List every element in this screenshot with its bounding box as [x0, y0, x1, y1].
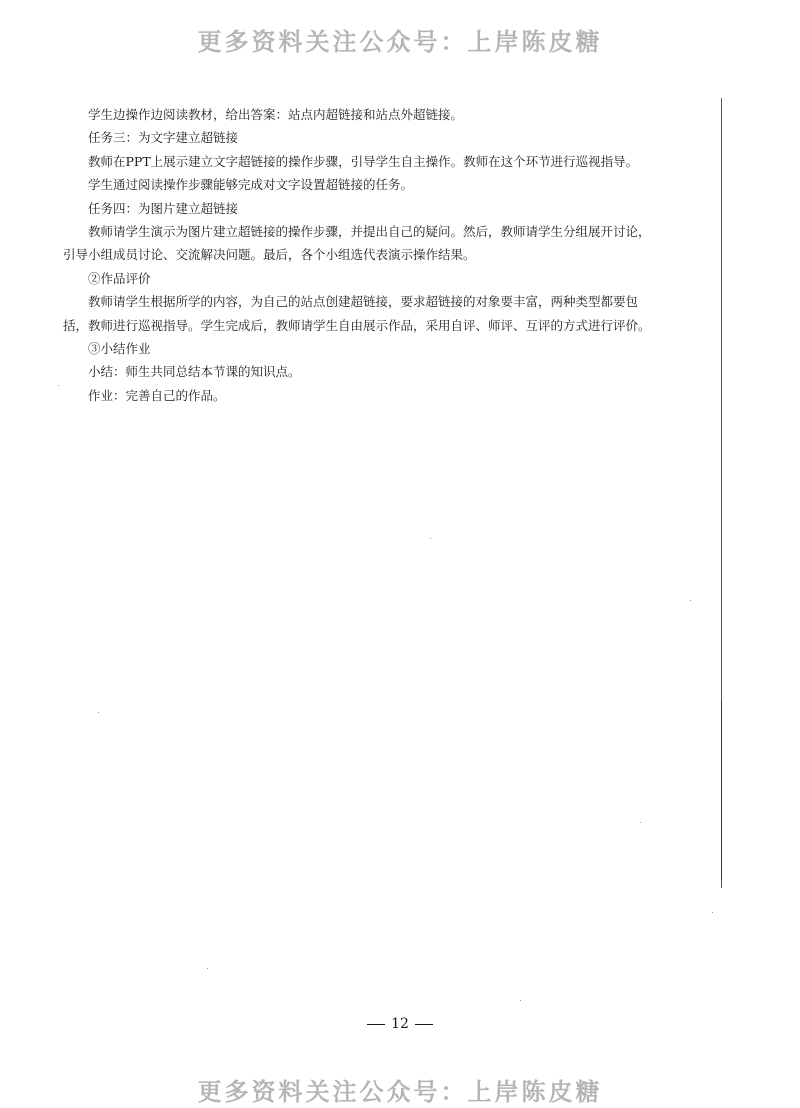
- scan-speck: [58, 385, 59, 386]
- task-heading: 任务四：为图片建立超链接: [88, 200, 239, 216]
- page-number: [0, 1016, 800, 1032]
- task-heading: 任务三：为文字建立超链接: [88, 130, 239, 146]
- body-line: 学生通过阅读操作步骤能够完成对文字设置超链接的任务。: [88, 177, 414, 193]
- body-line: 教师请学生演示为图片建立超链接的操作步骤，并提出自己的疑问。然后，教师请学生分组展开讨论，: [88, 223, 651, 239]
- dash-left: [367, 1024, 385, 1025]
- body-line: 学生边操作边阅读教材，给出答案：站点内超链接和站点外超链接。: [88, 107, 464, 122]
- scan-speck: [98, 712, 99, 713]
- page-number-value: 12: [391, 1016, 409, 1032]
- document-body: [63, 103, 683, 407]
- section-heading: ③小结作业: [88, 340, 151, 356]
- scan-speck: [690, 600, 691, 601]
- body-line: 引导小组成员讨论、交流解决问题。最后，各个小组选代表演示操作结果。: [63, 247, 476, 263]
- scan-speck: [520, 1000, 521, 1001]
- body-line: 教师在PPT上展示建立文字超链接的操作步骤，引导学生自主操作。教师在这个环节进行巡视指导。: [88, 153, 639, 169]
- scan-speck: [207, 968, 208, 969]
- scan-speck: [430, 538, 431, 539]
- body-line: 教师请学生根据所学的内容，为自己的站点创建超链接，要求超链接的对象要丰富，两种类型都要包: [88, 294, 639, 310]
- body-line: 小结：师生共同总结本节课的知识点。: [88, 364, 301, 380]
- watermark-bottom: 更多资料关注公众号：上岸陈皮糖: [197, 1078, 603, 1106]
- section-heading: ②作品评价: [88, 270, 151, 286]
- scan-speck: [712, 912, 713, 913]
- scan-speck: [640, 822, 641, 823]
- body-line: 括，教师进行巡视指导。学生完成后，教师请学生自由展示作品，采用自评、师评、互评的方式进行评价。: [63, 317, 651, 333]
- watermark-top: 更多资料关注公众号：上岸陈皮糖: [197, 28, 603, 56]
- dash-right: [415, 1024, 433, 1025]
- scan-edge-line: [721, 700, 722, 880]
- body-line: 作业：完善自己的作品。: [88, 387, 226, 403]
